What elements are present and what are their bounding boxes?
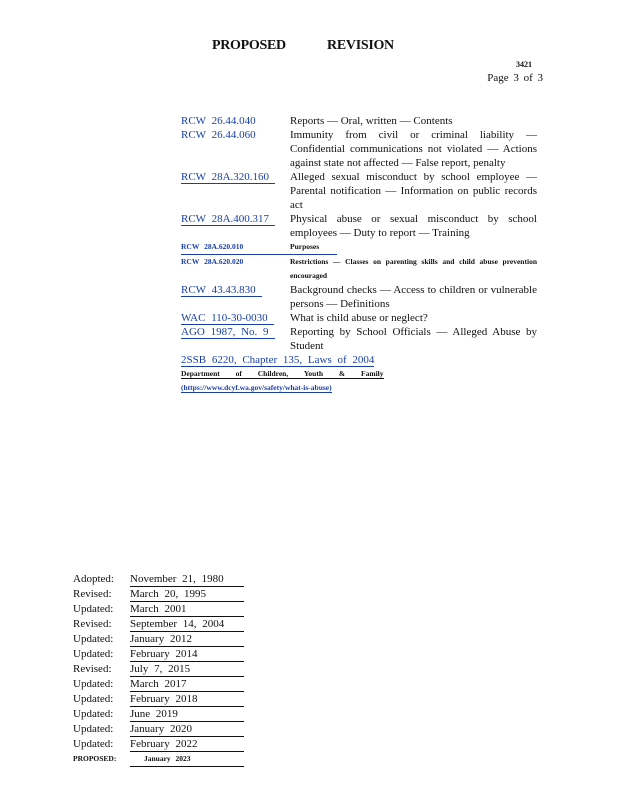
reference-row (181, 311, 537, 325)
history-date: January 2012 (130, 632, 244, 647)
history-label: Updated: (73, 603, 114, 615)
reference-link[interactable]: RCW 28A.400.317 (181, 212, 290, 240)
reference-row (181, 170, 537, 212)
ssb-reference-link[interactable]: 2SSB 6220, Chapter 135, Laws of 2004 (181, 354, 375, 366)
reference-link[interactable]: RCW 28A.620.010 (181, 242, 244, 251)
history-date: February 2018 (130, 692, 244, 707)
history-row (73, 737, 244, 752)
reference-link[interactable]: AGO 1987, No. 9 (181, 325, 290, 353)
reference-row (181, 114, 537, 128)
history-row (73, 602, 244, 617)
history-label: Updated: (73, 648, 114, 660)
history-row (73, 662, 244, 677)
history-label: Updated: (73, 708, 114, 720)
reference-description: Alleged sexual misconduct by school employee — Parental notification — Information on public records act (290, 171, 537, 211)
history-date: March 2001 (130, 602, 244, 617)
reference-link[interactable]: RCW 28A.620.020 (181, 257, 244, 266)
history-label: Revised: (73, 588, 112, 600)
policy-history (73, 572, 244, 767)
reference-row (181, 212, 537, 240)
dcyf-reference: Department of Children, Youth & Family (181, 369, 384, 378)
history-date: January 2023 (130, 752, 244, 767)
reference-row (181, 128, 537, 170)
document-title (212, 38, 394, 54)
history-row (73, 632, 244, 647)
reference-description: Reports — Oral, written — Contents (290, 115, 453, 127)
history-row (73, 707, 244, 722)
history-label: Revised: (73, 663, 112, 675)
history-label: Updated: (73, 633, 114, 645)
legal-references (181, 114, 537, 395)
history-date: June 2019 (130, 707, 244, 722)
reference-description: What is child abuse or neglect? (290, 312, 428, 324)
title-word-revision: REVISION (327, 38, 394, 53)
history-row (73, 692, 244, 707)
history-date: February 2014 (130, 647, 244, 662)
title-word-proposed: PROPOSED (212, 38, 286, 53)
history-row (73, 677, 244, 692)
reference-row (181, 283, 537, 311)
reference-row (181, 325, 537, 353)
history-label: Adopted: (73, 573, 114, 585)
dcyf-url-link[interactable]: (https://www.dcyf.wa.gov/safety/what-is-abuse) (181, 383, 332, 392)
history-label: Updated: (73, 738, 114, 750)
history-label: Updated: (73, 723, 114, 735)
reference-link[interactable]: RCW 26.44.040 (181, 115, 256, 127)
history-date: July 7, 2015 (130, 662, 244, 677)
reference-row (181, 240, 337, 255)
page-number: Page 3 of 3 (487, 72, 543, 84)
reference-link[interactable]: RCW 28A.320.160 (181, 170, 290, 212)
reference-description: Immunity from civil or criminal liability — Confidential communications not violated — Actions against state not affected — False report, penalty (290, 129, 537, 169)
reference-description: Restrictions — Classes on parenting skills and child abuse prevention encouraged (290, 257, 537, 280)
history-row (73, 587, 244, 602)
history-label: Updated: (73, 678, 114, 690)
reference-description: Reporting by School Officials — Alleged Abuse by Student (290, 326, 537, 352)
history-date: March 2017 (130, 677, 244, 692)
history-date: February 2022 (130, 737, 244, 752)
reference-description: Background checks — Access to children or vulnerable persons — Definitions (290, 284, 537, 310)
history-row-proposed (73, 752, 244, 767)
reference-link[interactable]: RCW 26.44.060 (181, 129, 256, 141)
reference-link[interactable]: RCW 43.43.830 (181, 283, 290, 311)
reference-row (181, 255, 537, 283)
history-label: PROPOSED: (73, 754, 117, 763)
history-date: March 20, 1995 (130, 587, 244, 602)
history-row (73, 647, 244, 662)
history-date: January 2020 (130, 722, 244, 737)
reference-description: Purposes (290, 242, 320, 251)
reference-description: Physical abuse or sexual misconduct by school employees — Duty to report — Training (290, 213, 537, 239)
history-label: Revised: (73, 618, 112, 630)
history-date: November 21, 1980 (130, 572, 244, 587)
reference-link[interactable]: WAC 110-30-0030 (181, 311, 290, 325)
history-date: September 14, 2004 (130, 617, 244, 632)
history-label: Updated: (73, 693, 114, 705)
history-row (73, 572, 244, 587)
history-row (73, 722, 244, 737)
policy-number: 3421 (516, 60, 532, 69)
history-row (73, 617, 244, 632)
